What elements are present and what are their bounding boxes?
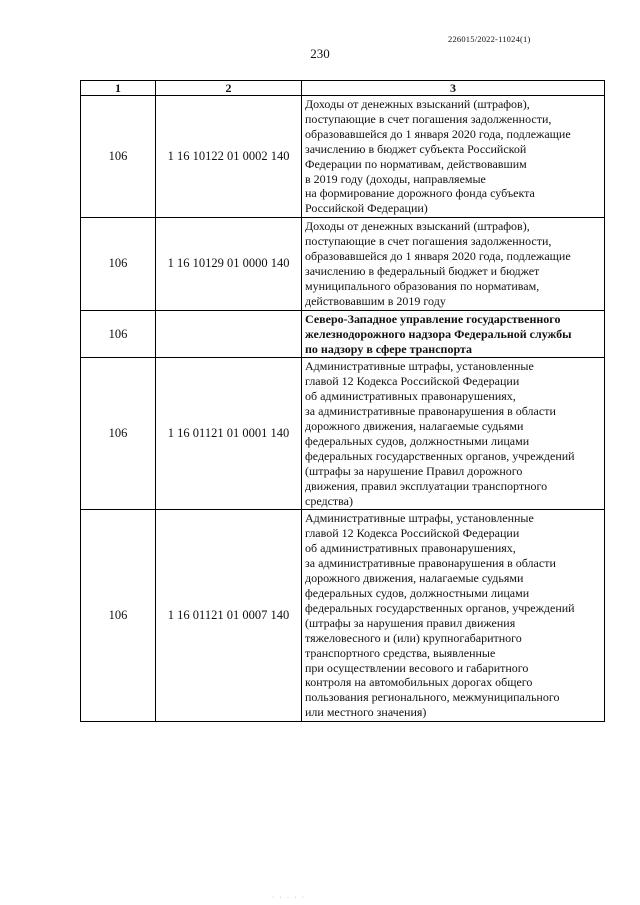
admin-code-cell: 106 xyxy=(81,510,156,722)
description-line: по надзору в сфере транспорта xyxy=(305,341,473,356)
description-line: поступающие в счет погашения задолженности, xyxy=(305,234,552,249)
budget-code-cell: 1 16 01121 01 0001 140 xyxy=(156,358,302,510)
column-header-3: 3 xyxy=(302,81,605,96)
description-line: дорожного движения, налагаемые судьями xyxy=(305,419,524,434)
description-line: федеральных судов, должностными лицами xyxy=(305,433,530,448)
description-line: образовавшейся до 1 января 2020 года, подлежащие xyxy=(305,249,571,264)
admin-code-cell: 106 xyxy=(81,358,156,510)
description-line: железнодорожного надзора Федеральной службы xyxy=(305,326,572,341)
description-line: Доходы от денежных взысканий (штрафов), xyxy=(305,219,530,234)
table-row xyxy=(81,510,605,722)
budget-code-cell: 1 16 01121 01 0007 140 xyxy=(156,510,302,722)
description-line: за административные правонарушения в области xyxy=(305,404,556,419)
budget-code-cell: 1 16 10122 01 0002 140 xyxy=(156,96,302,218)
description-line: (штрафы за нарушение Правил дорожного xyxy=(305,463,523,478)
description-line: контроля на автомобильных дорогах общего xyxy=(305,675,533,690)
table-row xyxy=(81,218,605,310)
description-line: федеральных государственных органов, учреждений xyxy=(305,448,575,463)
footer-scan-marks: · · · · · xyxy=(272,895,306,901)
description-line: об административных правонарушениях, xyxy=(305,541,516,556)
description-line: пользования регионального, межмуниципального xyxy=(305,690,560,705)
description-line: действовавшим в 2019 году xyxy=(305,293,446,308)
column-header-2: 2 xyxy=(156,81,302,96)
page-number: 230 xyxy=(310,46,330,61)
description-line: муниципального образования по нормативам, xyxy=(305,278,540,293)
description-line: тяжеловесного и (или) крупногабаритного xyxy=(305,630,522,645)
description-cell xyxy=(302,310,605,358)
description-line: Российской Федерации) xyxy=(305,201,428,216)
description-line: главой 12 Кодекса Российской Федерации xyxy=(305,526,520,541)
table-row xyxy=(81,96,605,218)
description-line: зачислению в бюджет субъекта Российской xyxy=(305,141,527,156)
description-line: зачислению в федеральный бюджет и бюджет xyxy=(305,263,540,278)
description-line: Северо-Западное управление государственного xyxy=(305,311,561,326)
description-line: образовавшейся до 1 января 2020 года, подлежащие xyxy=(305,126,571,141)
description-line: дорожного движения, налагаемые судьями xyxy=(305,571,524,586)
budget-code-cell xyxy=(156,310,302,358)
description-cell xyxy=(302,96,605,218)
table-row xyxy=(81,310,605,358)
table-body xyxy=(81,96,605,722)
description-line: об административных правонарушениях, xyxy=(305,389,516,404)
description-line: федеральных судов, должностными лицами xyxy=(305,586,530,600)
description-line: транспортного средства, выявленные xyxy=(305,645,496,660)
description-line: в 2019 году (доходы, направляемые xyxy=(305,171,486,186)
description-line: движения, правил эксплуатации транспортного xyxy=(305,478,548,493)
description-line: Федерации по нормативам, действовавшим xyxy=(305,156,527,171)
description-line: или местного значения) xyxy=(305,705,427,720)
description-cell xyxy=(302,358,605,510)
admin-code-cell: 106 xyxy=(81,310,156,358)
description-line: за административные правонарушения в области xyxy=(305,556,556,571)
description-line: Административные штрафы, установленные xyxy=(305,359,534,374)
description-line: федеральных государственных органов, учреждений xyxy=(305,600,575,615)
column-header-1: 1 xyxy=(81,81,156,96)
revenue-codes-table xyxy=(80,80,605,722)
table-header-row xyxy=(81,81,605,96)
description-line: главой 12 Кодекса Российской Федерации xyxy=(305,374,520,389)
table-row xyxy=(81,358,605,510)
description-line: Административные штрафы, установленные xyxy=(305,511,534,526)
description-line: Доходы от денежных взысканий (штрафов), xyxy=(305,97,530,111)
admin-code-cell: 106 xyxy=(81,218,156,310)
document-id: 226015/2022-11024(1) xyxy=(448,34,531,44)
description-line: на формирование дорожного фонда субъекта xyxy=(305,186,535,201)
description-line: поступающие в счет погашения задолженности, xyxy=(305,111,552,126)
admin-code-cell: 106 xyxy=(81,96,156,218)
budget-code-cell: 1 16 10129 01 0000 140 xyxy=(156,218,302,310)
description-line: средства) xyxy=(305,493,353,508)
description-line: при осуществлении весового и габаритного xyxy=(305,660,529,675)
description-line: (штрафы за нарушения правил движения xyxy=(305,615,516,630)
description-cell xyxy=(302,510,605,722)
description-cell xyxy=(302,218,605,310)
